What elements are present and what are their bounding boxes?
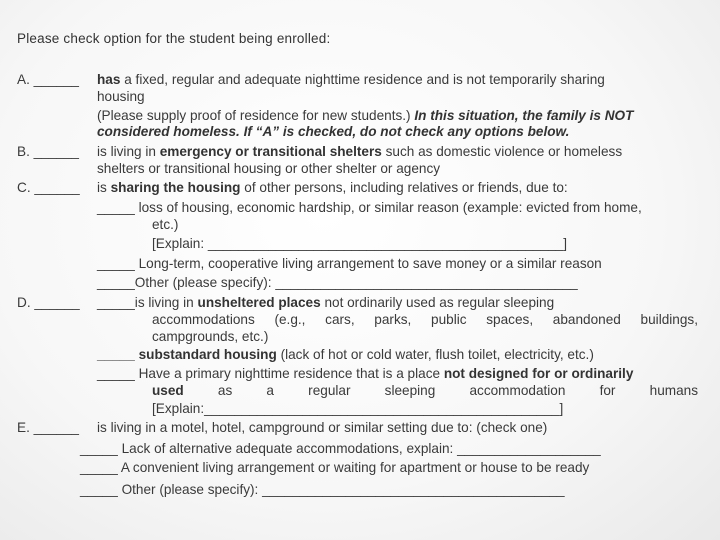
option-d-bold: unsheltered places — [197, 295, 321, 310]
option-e-line-1: is living in a motel, hotel, campground or similar setting due to: (check one) — [97, 420, 548, 435]
option-b-line-1 — [97, 143, 622, 161]
option-a-not-homeless-note: In this situation, the family is NOT — [414, 108, 634, 123]
option-c-bold: sharing the housing — [110, 180, 241, 195]
option-d-sub-1[interactable] — [97, 346, 594, 364]
option-d-sub-2-bold: not designed for or ordinarily — [443, 366, 634, 381]
option-a-bold: has — [97, 72, 121, 87]
option-d-sub-1-bold: _____ substandard housing — [97, 347, 277, 362]
option-d-explain-field[interactable]: [Explain:_______________________________________________] — [152, 401, 564, 416]
option-b-text-a: is living in — [97, 144, 160, 159]
option-c-explain-field[interactable]: [Explain: _______________________________________________] — [152, 236, 568, 251]
option-d-sub-2[interactable] — [97, 365, 633, 383]
option-a-text: a fixed, regular and adequate nighttime residence and is not temporarily sharing — [120, 72, 605, 87]
form-title: Please check option for the student being enrolled: — [17, 31, 331, 46]
option-e-label[interactable]: E. ______ — [17, 420, 79, 435]
option-d-sub-2-text: _____ Have a primary nighttime residence that is a place — [97, 366, 444, 381]
option-b-line-2: shelters or transitional housing or other shelter or agency — [97, 161, 441, 176]
option-d-text-c: not ordinarily used as regular sleeping — [320, 295, 555, 310]
option-c-label[interactable]: C. ______ — [17, 180, 80, 195]
option-b-label[interactable]: B. ______ — [17, 144, 79, 159]
option-c-text-a: is — [97, 180, 111, 195]
option-e-sub-3[interactable]: _____ Other (please specify): ________________________________________ — [80, 482, 565, 497]
option-c-sub-1[interactable]: _____ loss of housing, economic hardship, or similar reason (example: evicted from home, — [97, 200, 642, 215]
option-c-text-c: of other persons, including relatives or friends, due to: — [240, 180, 568, 195]
option-d-label[interactable]: D. ______ — [17, 295, 80, 310]
option-e-sub-2[interactable]: _____ A convenient living arrangement or waiting for apartment or house to be ready — [80, 460, 590, 475]
option-a-line-1 — [97, 71, 605, 89]
option-a-proof-note: (Please supply proof of residence for new students.) — [97, 108, 415, 123]
option-c-sub-3[interactable]: _____Other (please specify): ________________________________________ — [97, 275, 578, 290]
option-b-text-c: such as domestic violence or homeless — [381, 144, 623, 159]
option-c-sub-1-cont: etc.) — [152, 217, 179, 232]
option-d-text-a: _____is living in — [97, 295, 198, 310]
option-a-line-4: considered homeless. If “A” is checked, do not check any options below. — [97, 124, 570, 139]
option-d-sub-1-text: (lack of hot or cold water, flush toilet, electricity, etc.) — [276, 347, 594, 362]
option-a-line-2: housing — [97, 89, 145, 104]
option-a-label[interactable]: A. ______ — [17, 72, 79, 87]
option-b-bold: emergency or transitional shelters — [159, 144, 382, 159]
option-d-sub-2-used: used — [152, 383, 184, 398]
option-d-line-1 — [97, 294, 554, 312]
option-d-line-3: campgrounds, etc.) — [152, 329, 269, 344]
option-c-line-1 — [97, 179, 568, 197]
option-d-sub-2-line-2 — [152, 382, 698, 400]
option-d-line-2: accommodations (e.g., cars, parks, public spaces, abandoned buildings, — [152, 312, 698, 327]
option-d-sub-2-cont: as a regular sleeping accommodation for humans — [183, 383, 698, 398]
option-e-sub-1[interactable]: _____ Lack of alternative adequate accommodations, explain: ___________________ — [80, 441, 601, 456]
option-c-sub-2[interactable]: _____ Long-term, cooperative living arrangement to save money or a similar reason — [97, 256, 602, 271]
